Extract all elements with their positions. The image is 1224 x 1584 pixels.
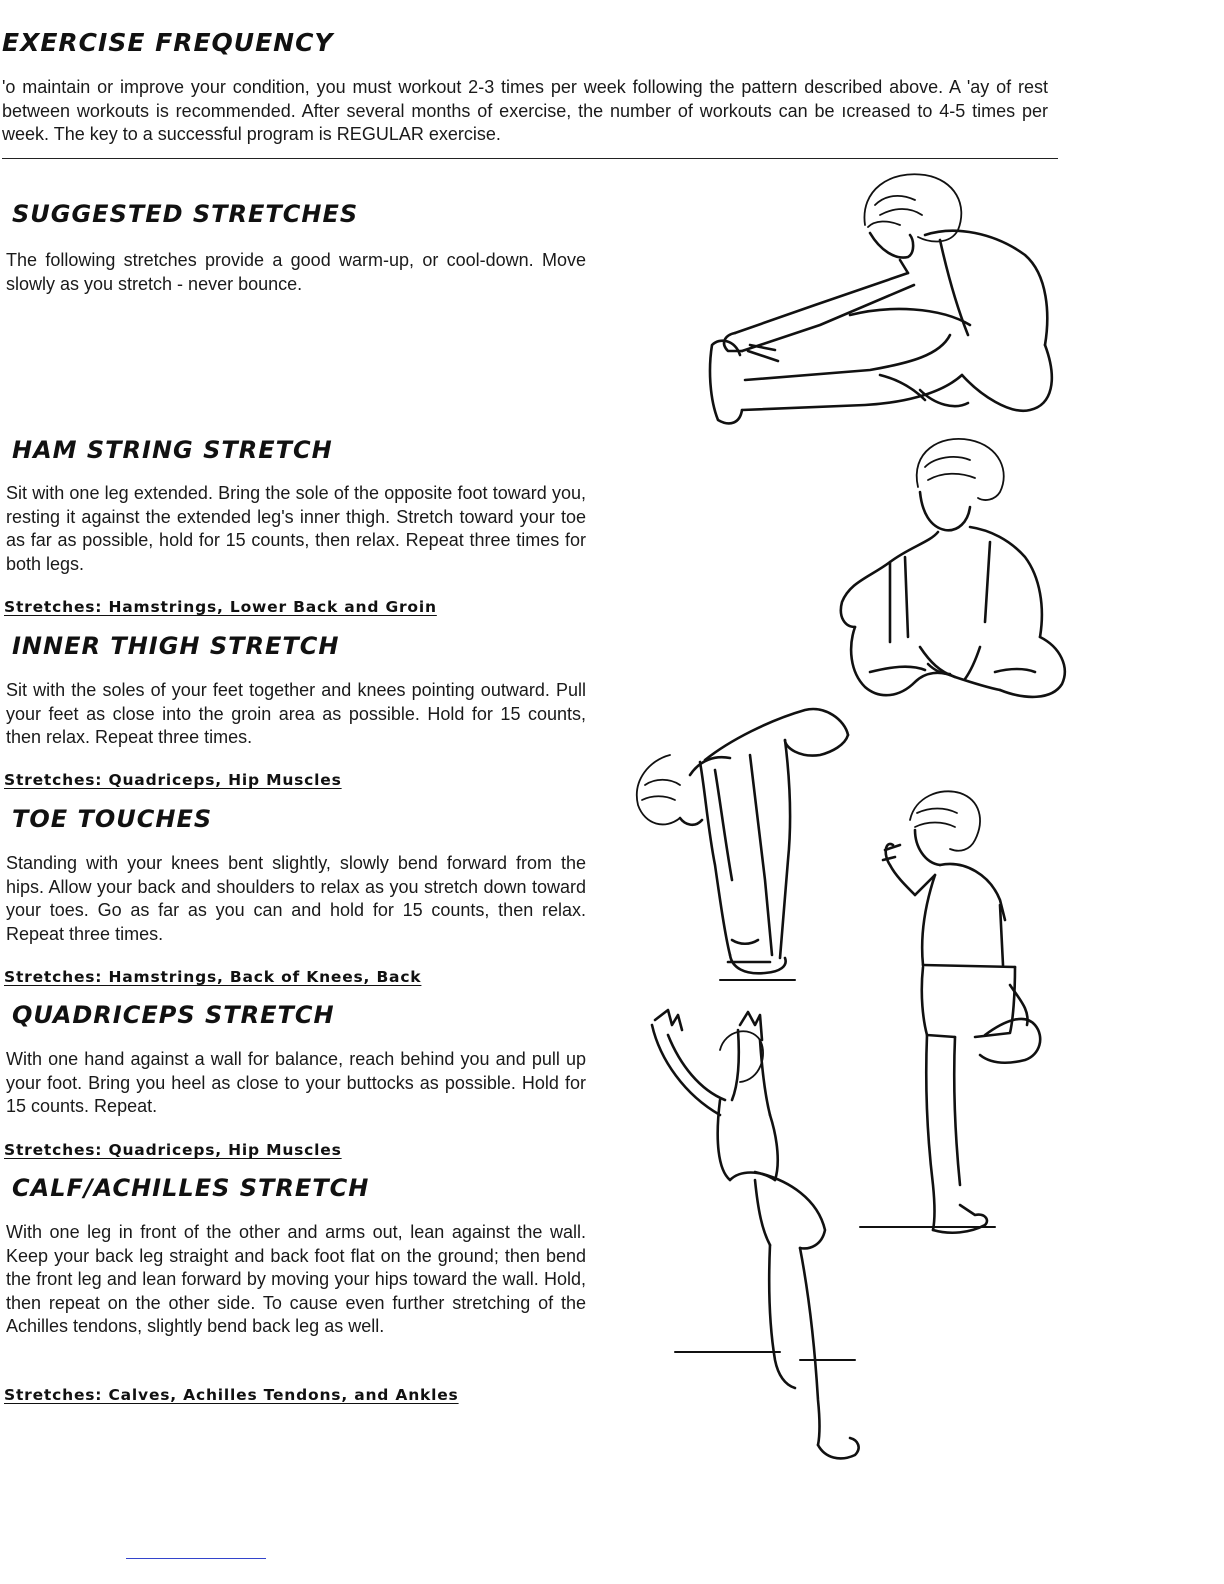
inner-thigh-stretch-figure <box>830 432 1075 712</box>
hamstring-stretch-figure <box>700 165 1065 435</box>
hamstring-stretch-drawing <box>700 165 1065 435</box>
toe-touches-stretches-note: Stretches: Hamstrings, Back of Knees, Back <box>4 968 422 986</box>
inner-thigh-stretch-text: Sit with the soles of your feet together and knees pointing outward. Pull your feet as close into the groin area as possible. Hold for 15 counts, then relax. Repeat three times. <box>6 680 586 747</box>
footer-line <box>126 1558 266 1559</box>
exercise-frequency-text: 'o maintain or improve your condition, you must workout 2-3 times per week following the pattern described above. A 'ay of rest between workouts is recommended. After several months of exercise, the number of workouts can be ıcreased to 4-5 times per week. The key to a successful program is REGULAR exercise. <box>2 77 1048 144</box>
quadriceps-stretches-note: Stretches: Quadriceps, Hip Muscles <box>4 1141 342 1159</box>
calf-achilles-stretch-text: With one leg in front of the other and arms out, lean against the wall. Keep your back leg straight and back foot flat on the ground; then bend the front leg and lean forward by moving your hips toward the wall. Hold, then repeat on the other side. To cause even further stretching of the Achilles tendons, slightly bend back leg as well. <box>6 1222 586 1336</box>
suggested-stretches-text: The following stretches provide a good warm-up, or cool-down. Move slowly as you stretch - never bounce. <box>6 250 586 294</box>
quadriceps-stretch-drawing <box>855 785 1070 1245</box>
hamstring-stretch-text: Sit with one leg extended. Bring the sole of the opposite foot toward you, resting it against the extended leg's inner thigh. Stretch toward your toe as far as possible, hold for 15 counts, then relax. Repeat three times for both legs. <box>6 483 586 574</box>
quadriceps-stretch-text: With one hand against a wall for balance, reach behind you and pull up your foot. Bring you heel as close to your buttocks as possible. Hold for 15 counts. Repeat. <box>6 1049 586 1116</box>
hamstring-stretches-note: Stretches: Hamstrings, Lower Back and Groin <box>4 598 437 616</box>
calf-achilles-stretch-figure <box>640 1000 870 1470</box>
toe-touch-drawing <box>620 700 855 990</box>
quadriceps-stretch-figure <box>855 785 1070 1245</box>
suggested-stretches-heading: SUGGESTED STRETCHES <box>12 200 359 228</box>
inner-thigh-stretch-heading: INNER THIGH STRETCH <box>12 632 340 660</box>
calf-achilles-stretch-heading: CALF/ACHILLES STRETCH <box>12 1174 370 1202</box>
toe-touch-figure <box>620 700 855 990</box>
section-divider <box>2 158 1058 159</box>
quadriceps-stretch-heading: QUADRICEPS STRETCH <box>12 1001 335 1029</box>
calf-achilles-stretches-note: Stretches: Calves, Achilles Tendons, and Ankles <box>4 1386 459 1404</box>
exercise-frequency-heading: EXERCISE FREQUENCY <box>2 28 334 57</box>
toe-touches-text: Standing with your knees bent slightly, slowly bend forward from the hips. Allow your back and shoulders to relax as you stretch down toward your toes. Go as far as you can and hold for 15 counts, then relax. Repeat three times. <box>6 853 586 944</box>
inner-thigh-stretches-note: Stretches: Quadriceps, Hip Muscles <box>4 771 342 789</box>
calf-achilles-stretch-drawing <box>640 1000 870 1470</box>
toe-touches-heading: TOE TOUCHES <box>12 805 213 833</box>
inner-thigh-stretch-drawing <box>830 432 1075 712</box>
hamstring-stretch-heading: HAM STRING STRETCH <box>12 436 333 464</box>
